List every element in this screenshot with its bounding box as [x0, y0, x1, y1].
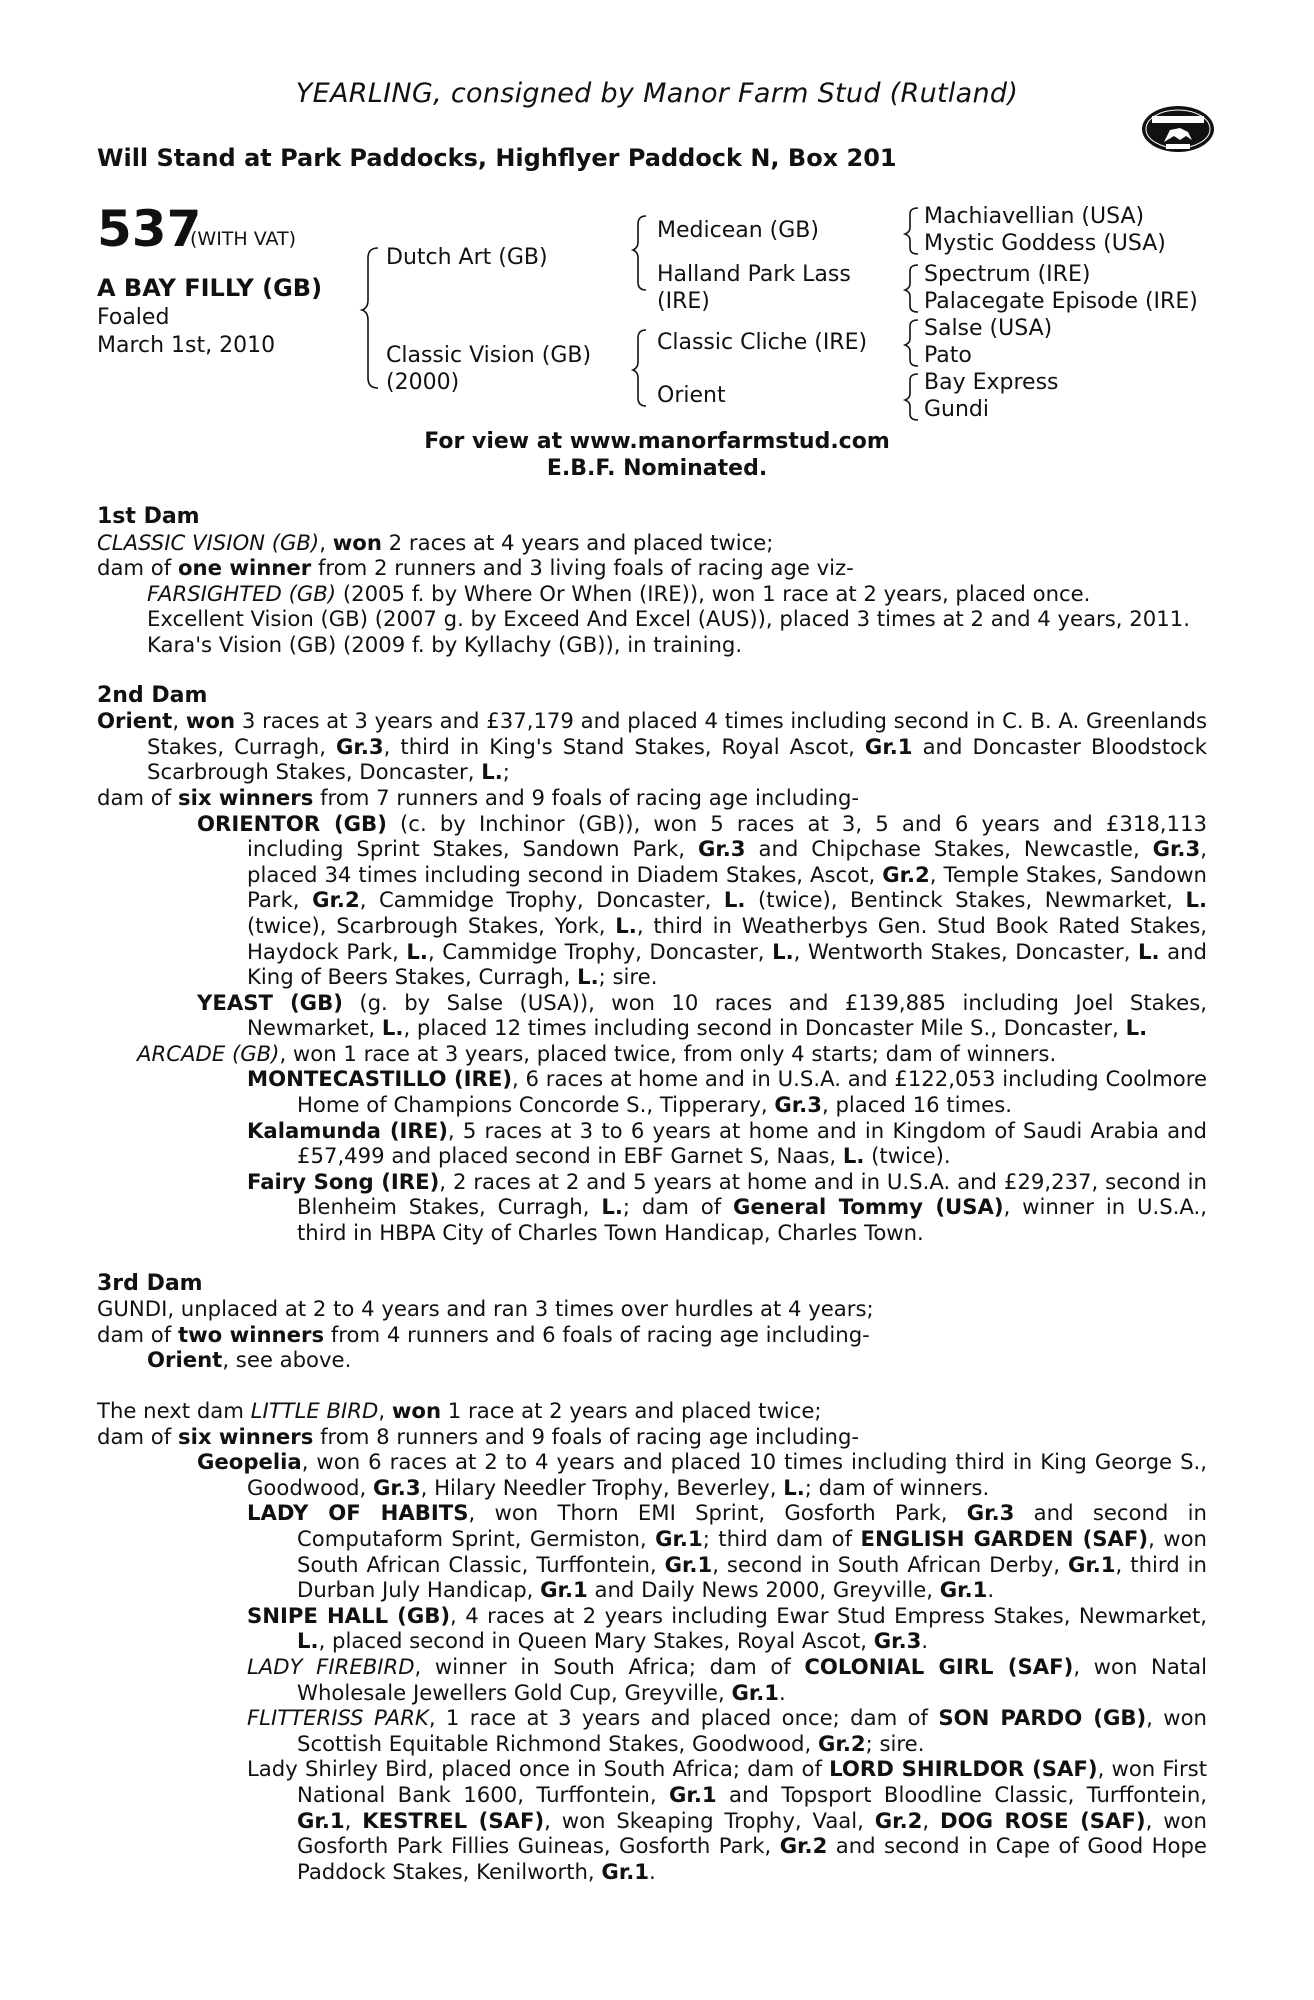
second-dam-heading: 2nd Dam — [97, 682, 208, 708]
horse-name: LORD SHIRLDOR (SAF) — [829, 1756, 1098, 1782]
text: ; dam of — [622, 1194, 722, 1220]
text: (twice). — [871, 1143, 951, 1169]
pedigree-g4: Palacegate Episode (IRE) — [924, 289, 1198, 314]
text: dam of — [97, 784, 172, 810]
pedigree-g3: Spectrum (IRE) — [924, 262, 1091, 287]
grade: Gr.3 — [873, 1628, 922, 1654]
text: , won 6 races at 2 to 4 years and placed 10 times including third in King George S., Goodwood, — [247, 1449, 1207, 1500]
lady-shirley-bird-entry — [97, 1756, 1207, 1884]
pedigree-sire-dam-country: (IRE) — [657, 289, 710, 314]
text: , 6 races at home and in U.S.A. and £122,053 including Coolmore Home of Champions Concorde S., Tipperary, — [297, 1066, 1207, 1118]
next-dam-record: The next dam LITTLE BIRD, won 1 race at 2 years and placed twice; — [97, 1398, 822, 1423]
horse-name: SON PARDO (GB) — [938, 1705, 1147, 1731]
text: , won Thorn EMI Sprint, Gosforth Park, — [468, 1500, 948, 1526]
first-dam-progeny-1 — [97, 581, 1207, 607]
text: , Temple Stakes, Sandown Park, — [247, 861, 1207, 913]
text: , — [344, 1807, 352, 1833]
third-dam-heading: 3rd Dam — [97, 1270, 203, 1296]
brace-gen1 — [362, 248, 378, 388]
text: ; dam of winners. — [804, 1474, 990, 1500]
text: , placed 34 times including second in Diadem Stakes, Ascot, — [247, 836, 1207, 887]
fairy-song-entry — [97, 1169, 1207, 1246]
text: from 8 runners and 9 foals of racing age including- — [320, 1423, 860, 1449]
grade: L. — [1185, 887, 1207, 913]
winner-count: two winners — [177, 1321, 325, 1347]
pedigree-g1: Machiavellian (USA) — [924, 204, 1145, 229]
first-dam-won: won — [332, 529, 382, 555]
text: , — [922, 1807, 930, 1833]
lady-firebird-entry — [97, 1654, 1207, 1705]
text: , won Gosforth Park Fillies Guineas, Gosforth Park, — [297, 1807, 1207, 1859]
grade: Gr.1 — [864, 733, 913, 759]
text: from 4 runners and 6 foals of racing age including- — [330, 1321, 870, 1347]
text: (c. by Inchinor (GB)), won 5 races at 3, 5 and 6 years and £318,113 including Sprint Stakes, Sandown Park, — [247, 810, 1207, 862]
first-dam-heading: 1st Dam — [97, 504, 200, 529]
grade: L. — [723, 887, 746, 913]
catalogue-body — [97, 504, 1207, 1884]
horse-name: Orient — [97, 708, 173, 734]
text: The next dam — [97, 1398, 244, 1423]
pedigree-g2: Mystic Goddess (USA) — [924, 231, 1166, 256]
foaled-date: March 1st, 2010 — [97, 333, 276, 358]
text: , third in Weatherbys Gen. Stud Book Rated Stakes, Haydock Park, — [247, 912, 1207, 964]
text: . — [649, 1858, 656, 1884]
grade: L. — [772, 938, 794, 964]
first-dam-record: 2 races at 4 years and placed twice; — [388, 529, 774, 555]
lady-of-habits-entry — [97, 1500, 1207, 1602]
grade: L. — [783, 1474, 805, 1500]
pedigree-g7: Bay Express — [924, 370, 1059, 395]
text: and Topsport Bloodline Classic, Turffontein, — [729, 1781, 1207, 1807]
grade: L. — [297, 1628, 319, 1654]
brace-gen3-b — [905, 265, 918, 312]
winner-count: six winners — [177, 1423, 314, 1449]
text: ; — [502, 759, 510, 785]
horse-name: LITTLE BIRD — [250, 1398, 379, 1423]
grade: Gr.3 — [372, 1474, 421, 1500]
grade: L. — [577, 964, 599, 990]
won: won — [185, 708, 236, 734]
grade: Gr.1 — [664, 1551, 713, 1577]
grade: Gr.1 — [540, 1577, 588, 1603]
first-dam-progeny-2: Excellent Vision (GB) (2007 g. by Exceed And Excel (AUS)), placed 3 times at 2 and 4 years, 2011. — [147, 606, 1190, 632]
text: , Cammidge Trophy, Doncaster, — [427, 938, 765, 964]
horse-name: COLONIAL GIRL (SAF) — [804, 1653, 1074, 1679]
text: (2005 f. by Where Or When (IRE)), won 1 race at 2 years, placed once. — [342, 580, 1091, 606]
text: ; sire. — [865, 1730, 925, 1756]
grade: Gr.2 — [818, 1730, 866, 1756]
pedigree-dam — [386, 342, 591, 396]
text: ; sire. — [598, 964, 658, 990]
horse-name: ENGLISH GARDEN (SAF) — [860, 1525, 1149, 1551]
text: . — [921, 1628, 929, 1654]
text: , 2 races at 2 and 5 years at home and in U.S.A. and £29,237, second in Blenheim Stakes, Curragh, — [297, 1168, 1207, 1220]
pedigree-dam-year: (2000) — [386, 370, 460, 395]
grade: Gr.1 — [939, 1577, 988, 1603]
lot-number: 537 — [97, 200, 202, 258]
text: , 1 race at 3 years and placed once; dam of — [428, 1705, 929, 1731]
progeny-name: FARSIGHTED (GB) — [147, 580, 337, 606]
text: . — [987, 1577, 995, 1603]
text: , see above. — [222, 1347, 352, 1373]
pedigree-dam-dam: Orient — [657, 383, 726, 408]
text: dam of — [97, 1423, 172, 1449]
horse-name: ARCADE (GB) — [137, 1040, 280, 1066]
third-dam-record: GUNDI, unplaced at 2 to 4 years and ran 3 times over hurdles at 4 years; — [97, 1296, 874, 1322]
grade: L. — [381, 1015, 404, 1041]
horse-name: General Tommy (USA) — [733, 1194, 1004, 1220]
text: and Daily News 2000, Greyville, — [594, 1577, 934, 1603]
website-note — [0, 428, 1314, 482]
ebf-line: E.B.F. Nominated. — [546, 456, 768, 481]
text: (twice), Bentinck Stakes, Newmarket, — [758, 887, 1173, 913]
text: , 4 races at 2 years including Ewar Stud Empress Stakes, Newmarket, — [450, 1602, 1207, 1628]
grade: Gr.3 — [1152, 836, 1201, 862]
orientor-entry — [97, 811, 1207, 990]
yeast-entry — [97, 990, 1207, 1041]
text: , placed 12 times including second in Doncaster Mile S., Doncaster, — [403, 1015, 1119, 1041]
text: from 2 runners and 3 living foals of racing age viz- — [317, 555, 854, 581]
second-dam-produce — [97, 785, 1207, 811]
brace-gen3-d — [905, 374, 918, 420]
text: , won Skeaping Trophy, Vaal, — [544, 1807, 864, 1833]
text: Lady Shirley Bird, placed once in South Africa; dam of — [247, 1756, 822, 1782]
pedigree-sire-dam — [657, 261, 851, 315]
grade: Gr.3 — [966, 1500, 1015, 1526]
text: , won Scottish Equitable Richmond Stakes, Goodwood, — [297, 1705, 1207, 1756]
grade: Gr.1 — [731, 1679, 780, 1705]
kalamunda-entry — [97, 1118, 1207, 1169]
pedigree-g5: Salse (USA) — [924, 316, 1053, 341]
pedigree-g6: Pato — [924, 343, 972, 368]
text: 3 races at 3 years and £37,179 and placed 4 times including second in C. B. A. Greenlands Stakes, Curragh, — [147, 708, 1207, 759]
text: , won South African Classic, Turffontein, — [297, 1525, 1207, 1577]
horse-name: KESTREL (SAF) — [362, 1807, 545, 1833]
horse-name: LADY OF HABITS — [247, 1500, 469, 1526]
text: and King of Beers Stakes, Curragh, — [247, 938, 1207, 990]
second-dam-record: Orient, won 3 races at 3 years and £37,179 and placed 4 times including second in C. B. A. Greenlands Stakes, Curragh, Gr.3, third in King's Stand Stakes, Royal Ascot, Gr.1 and Doncaster Bloodstock Scarbrough Stakes, Doncaster, L.; — [97, 708, 1207, 785]
text: 1 race at 2 years and placed twice; — [447, 1398, 822, 1423]
text: , won 1 race at 3 years, placed twice, from only 4 starts; dam of winners. — [279, 1040, 1057, 1066]
grade: L. — [481, 759, 503, 785]
horse-name: SNIPE HALL (GB) — [247, 1602, 451, 1628]
text: , placed second in Queen Mary Stakes, Royal Ascot, — [318, 1628, 868, 1654]
brace-gen2-dam — [633, 330, 646, 406]
text: , third in King's Stand Stakes, Royal Ascot, — [383, 733, 855, 759]
grade: L. — [601, 1194, 623, 1220]
grade: Gr.2 — [874, 1807, 923, 1833]
first-dam-name: CLASSIC VISION (GB) — [97, 529, 320, 555]
text: (g. by Salse (USA)), won 10 races and £139,885 including Joel Stakes, Newmarket, — [247, 989, 1207, 1041]
grade: Gr.2 — [882, 861, 930, 887]
grade: Gr.3 — [336, 733, 384, 759]
montecastillo-entry — [97, 1066, 1207, 1117]
pedigree-dam-sire: Classic Cliche (IRE) — [657, 330, 868, 355]
brace-gen3-c — [905, 320, 918, 366]
text: (twice), Scarbrough Stakes, York, — [247, 912, 606, 938]
first-dam-progeny-3: Kara's Vision (GB) (2009 f. by Kyllachy (GB)), in training. — [147, 631, 743, 657]
horse-name: MONTECASTILLO (IRE) — [247, 1066, 513, 1092]
grade: Gr.2 — [779, 1833, 828, 1859]
flitteriss-park-entry — [97, 1705, 1207, 1756]
grade: Gr.1 — [601, 1858, 650, 1884]
text: , winner in U.S.A., third in HBPA City of Charles Town Handicap, Charles Town. — [297, 1194, 1207, 1246]
grade: Gr.3 — [774, 1092, 822, 1118]
horse-name: Geopelia — [197, 1449, 302, 1475]
brace-gen2-sire — [633, 216, 646, 290]
text: and second in Computaform Sprint, Germiston, — [297, 1500, 1207, 1551]
text: dam of — [97, 555, 172, 581]
pedigree-dam-name: Classic Vision (GB) — [386, 343, 592, 368]
lot-description: A BAY FILLY (GB) — [97, 274, 323, 302]
text: and Doncaster Bloodstock Scarbrough Stakes, Doncaster, — [147, 733, 1207, 785]
winner-count: one winner — [177, 555, 312, 581]
winner-count: six winners — [177, 784, 314, 810]
horse-name: ORIENTOR (GB) — [197, 810, 387, 836]
pedigree-sire: Dutch Art (GB) — [386, 245, 548, 270]
next-dam-produce — [97, 1424, 1207, 1450]
grade: Gr.1 — [297, 1807, 345, 1833]
brace-gen3-a — [905, 208, 918, 254]
won: won — [391, 1398, 442, 1423]
geopelia-entry — [97, 1449, 1207, 1500]
pedigree-g8: Gundi — [924, 397, 990, 422]
text: , placed 16 times. — [821, 1092, 1012, 1118]
text: , won Natal Wholesale Jewellers Gold Cup, Greyville, — [297, 1653, 1208, 1705]
text: , Hilary Needler Trophy, Beverley, — [420, 1474, 777, 1500]
grade: Gr.3 — [697, 836, 746, 862]
first-dam-line1: CLASSIC VISION (GB), won 2 races at 4 years and placed twice; — [97, 529, 774, 555]
first-dam-line2 — [97, 555, 1207, 581]
foaled-label: Foaled — [97, 305, 170, 330]
horse-name: LADY FIREBIRD — [247, 1653, 415, 1679]
text: dam of — [97, 1321, 172, 1347]
stand-location: Will Stand at Park Paddocks, Highflyer Paddock N, Box 201 — [97, 144, 897, 172]
horse-name: Fairy Song (IRE) — [247, 1168, 440, 1194]
horse-name: FLITTERISS PARK — [247, 1705, 429, 1731]
snipe-hall-entry — [97, 1603, 1207, 1654]
text: , winner in South Africa; dam of — [414, 1653, 791, 1679]
grade: L. — [615, 912, 637, 938]
text: , 5 races at 3 to 6 years at home and in Kingdom of Saudi Arabia and £57,499 and placed second in EBF Garnet S, Naas, — [297, 1117, 1208, 1169]
text: from 7 runners and 9 foals of racing age including- — [320, 784, 860, 810]
text: . — [779, 1679, 786, 1705]
horse-name: Orient — [147, 1347, 223, 1373]
pedigree-sire-sire: Medicean (GB) — [657, 218, 819, 243]
text: and second in Cape of Good Hope Paddock Stakes, Kenilworth, — [297, 1833, 1207, 1884]
grade: L. — [1125, 1015, 1148, 1041]
third-dam-produce — [97, 1322, 1207, 1348]
orient-entry — [97, 1347, 1207, 1373]
website-line: For view at www.manorfarmstud.com — [424, 429, 890, 454]
horse-name: Kalamunda (IRE) — [247, 1117, 448, 1143]
grade: Gr.2 — [312, 887, 360, 913]
vat-note: (WITH VAT) — [190, 228, 297, 250]
horse-name: YEAST (GB) — [197, 989, 343, 1015]
text: , Cammidge Trophy, Doncaster, — [359, 887, 712, 913]
horse-name: DOG ROSE (SAF) — [940, 1807, 1146, 1833]
text: , second in South African Derby, — [712, 1551, 1060, 1577]
grade: Gr.1 — [1067, 1551, 1116, 1577]
text: , won First National Bank 1600, Turffontein, — [297, 1756, 1207, 1807]
text: , Wentworth Stakes, Doncaster, — [793, 938, 1131, 964]
page-title: YEARLING, consigned by Manor Farm Stud (Rutland) — [295, 78, 1019, 109]
grade: Gr.1 — [669, 1781, 717, 1807]
text: and Chipchase Stakes, Newcastle, — [758, 836, 1140, 862]
grade: L. — [1138, 938, 1160, 964]
grade: L. — [842, 1143, 865, 1169]
grade: L. — [406, 938, 428, 964]
arcade-entry — [97, 1041, 1207, 1067]
pedigree-sire-dam-name: Halland Park Lass — [657, 262, 851, 287]
grade: Gr.1 — [655, 1525, 703, 1551]
text: , third in Durban July Handicap, — [297, 1551, 1207, 1603]
text: ; third dam of — [702, 1525, 853, 1551]
